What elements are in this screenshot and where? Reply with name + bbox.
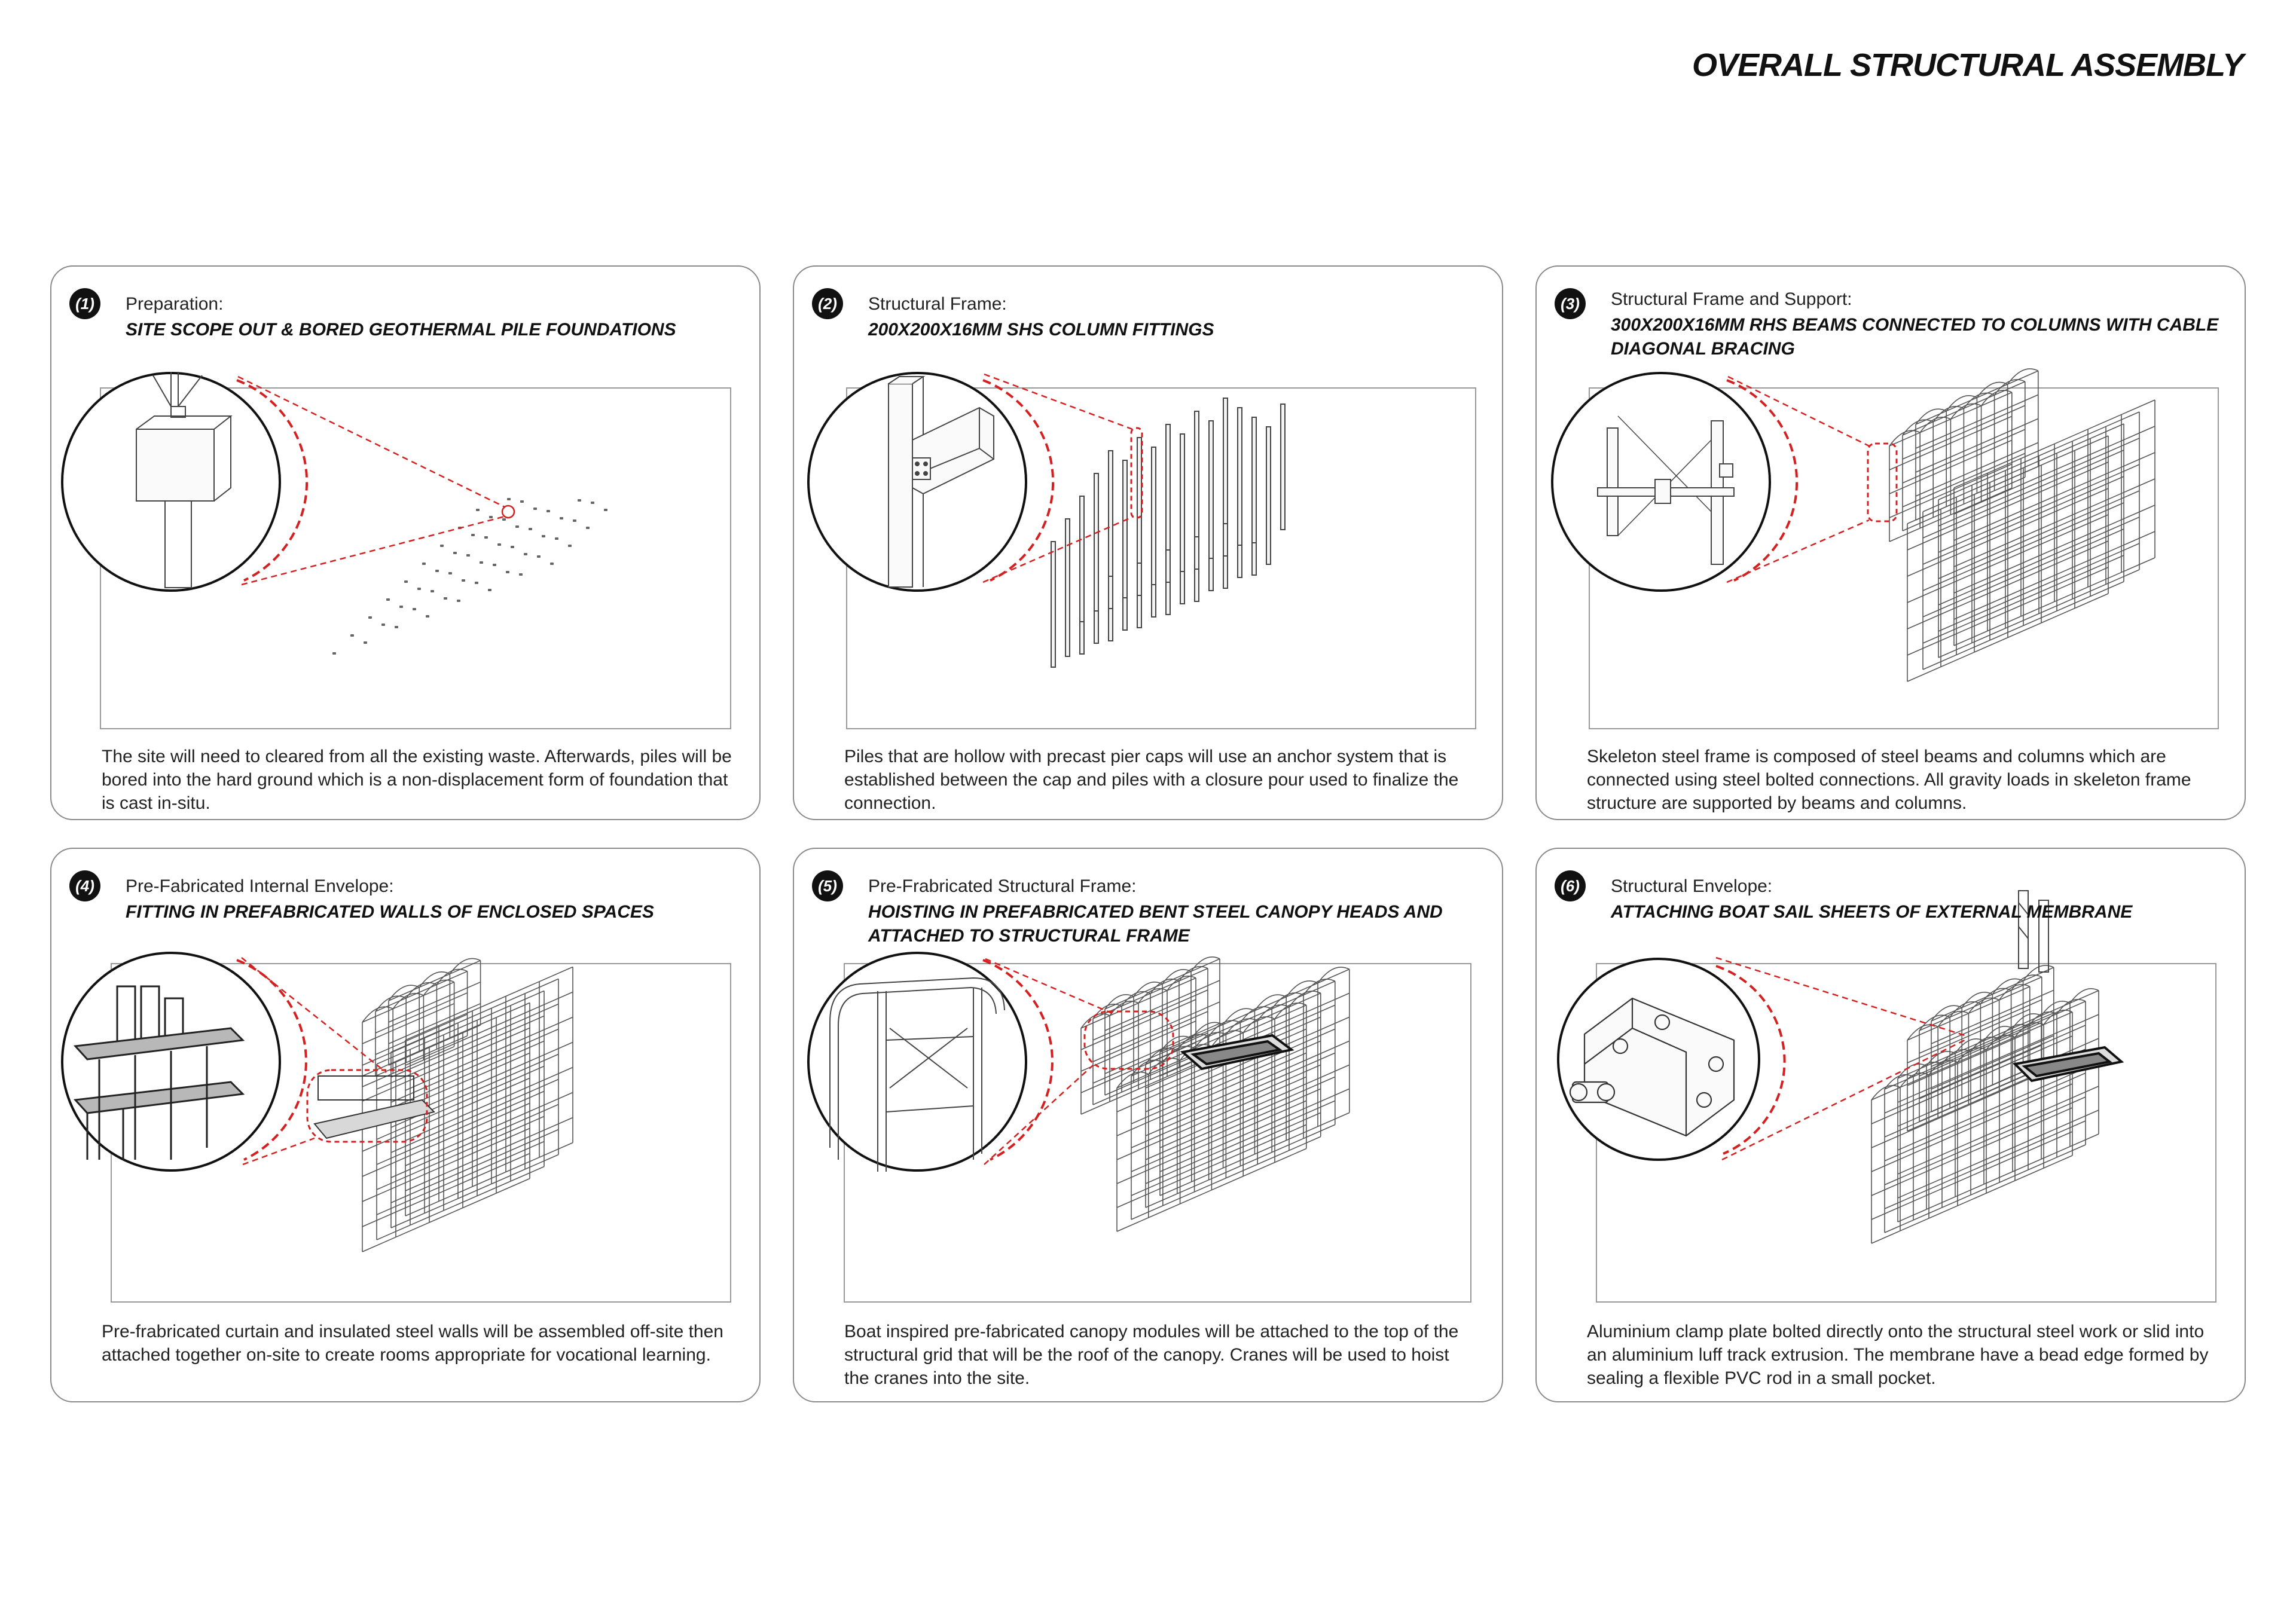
pile	[493, 564, 496, 566]
frame-beam	[405, 1068, 573, 1141]
frame-beam	[377, 991, 544, 1065]
panel-2	[793, 265, 1503, 820]
pile	[368, 616, 372, 619]
frame-beam	[1885, 1073, 2086, 1161]
column	[1266, 427, 1271, 564]
pile	[586, 527, 590, 529]
step-heading: HOISTING IN PREFABRICATED BENT STEEL CANOPY HEADS AND ATTACHED TO STRUCTURAL FRAME	[868, 902, 1443, 946]
pile	[529, 528, 532, 530]
step-description: Aluminium clamp plate bolted directly onto the structural steel work or slid into an aluminium luff track extrusion. The membrane have a bead edge formed by sealing a flexible PVC rod in a small pocket.	[1587, 1322, 2209, 1388]
panel-3	[1535, 265, 2246, 820]
step-description: Pre-frabricated curtain and insulated steel walls will be assembled off-site then attached together on-site to create rooms appropriate for vocational learning.	[102, 1322, 723, 1365]
pile	[422, 563, 426, 565]
frame-beam	[391, 1155, 558, 1228]
pile	[578, 499, 581, 502]
callout-target	[1868, 444, 1897, 521]
column	[1252, 417, 1256, 543]
step-number: (2)	[812, 288, 843, 319]
pile	[484, 536, 488, 539]
frame-beam	[405, 992, 573, 1066]
pile	[399, 606, 403, 608]
pile	[568, 545, 572, 547]
pile	[488, 589, 491, 591]
pile	[533, 508, 537, 510]
step-heading: FITTING IN PREFABRICATED WALLS OF ENCLOSED SPACES	[126, 902, 654, 922]
pile	[537, 555, 541, 558]
pile	[489, 516, 493, 518]
pile	[573, 519, 576, 522]
frame-beam	[377, 1142, 544, 1215]
frame-beam	[362, 1003, 530, 1077]
skeleton-frame	[362, 958, 573, 1252]
step-description: The site will need to cleared from all the existing waste. Afterwards, piles will be bored into the hard ground which is a non-displacement form of foundation that is cast in-situ.	[102, 747, 732, 813]
frame-beam	[377, 1041, 544, 1115]
pile	[457, 600, 460, 602]
detail-lens	[808, 953, 1026, 1170]
frame-beam	[1871, 1108, 2072, 1196]
frame-beam	[375, 1014, 468, 1055]
pile	[591, 502, 594, 504]
pile	[511, 546, 514, 548]
frame-beam	[377, 1117, 544, 1190]
step-heading: 200X200X16MM SHS COLUMN FITTINGS	[868, 320, 1214, 340]
column	[1065, 519, 1070, 656]
pile	[453, 552, 457, 554]
column	[1281, 404, 1285, 530]
column	[1166, 424, 1170, 550]
pile	[480, 561, 483, 564]
frame-beam	[377, 1092, 544, 1165]
step-heading: 300X200X16MM RHS BEAMS CONNECTED TO COLUMNS WITH CABLE DIAGONAL BRACING	[1611, 315, 2219, 359]
pile	[475, 582, 478, 584]
pile	[507, 498, 511, 500]
step-number: (5)	[812, 870, 843, 901]
diagram-2	[794, 267, 1504, 821]
panel-5	[793, 848, 1503, 1402]
panel-1	[50, 265, 761, 820]
pile	[417, 588, 421, 590]
step-description: Boat inspired pre-fabricated canopy modules will be attached to the top of the structural grid that will be the roof of the canopy. Cranes will be used to hoist the cranes into the site.	[844, 1322, 1459, 1388]
frame-beam	[377, 1167, 544, 1240]
pile	[440, 545, 444, 547]
step-number: (6)	[1555, 870, 1586, 901]
pile	[426, 615, 429, 618]
pile	[604, 509, 607, 511]
phase-label: Structural Frame:	[868, 294, 1007, 314]
step-heading: ATTACHING BOAT SAIL SHEETS OF EXTERNAL MEMBRANE	[1611, 902, 2133, 922]
frame-beam	[1871, 1132, 2072, 1219]
frame-beam	[389, 961, 481, 1001]
pile	[524, 553, 527, 555]
frame-beam	[362, 1129, 530, 1202]
column	[1223, 398, 1228, 524]
pile	[350, 634, 354, 637]
panel-6	[1535, 848, 2246, 1402]
membrane-envelope	[1871, 965, 2099, 1243]
frame-beam	[377, 1066, 544, 1140]
column	[1051, 542, 1055, 667]
pile	[506, 571, 509, 573]
column	[1238, 408, 1242, 545]
pile	[444, 597, 447, 600]
pile	[381, 623, 385, 626]
step-number: (4)	[69, 870, 100, 901]
pile	[404, 580, 408, 583]
frame-beam	[405, 1017, 573, 1091]
pile	[560, 517, 563, 519]
pile	[555, 537, 558, 540]
frame-beam	[362, 1025, 454, 1065]
pile	[519, 573, 523, 576]
skeleton-frame	[1889, 369, 2155, 681]
column	[1080, 496, 1084, 622]
frame-beam	[362, 1179, 530, 1252]
frame-beam	[405, 1118, 573, 1191]
pile	[430, 590, 434, 592]
pile	[502, 518, 506, 521]
column-grid	[1051, 398, 1285, 667]
pile	[462, 579, 465, 582]
pile-grid	[332, 498, 607, 655]
callout-leader	[242, 516, 505, 585]
column	[1094, 473, 1098, 611]
step-description: Skeleton steel frame is composed of steel beams and columns which are connected using steel bolted connections. All gravity loads in skeleton frame structure are supported by beams and columns.	[1587, 747, 2191, 813]
pile	[550, 563, 554, 565]
frame-beam	[405, 1043, 573, 1116]
pile	[515, 525, 519, 528]
phase-label: Pre-Frabricated Structural Frame:	[868, 876, 1137, 896]
frame-beam	[391, 1130, 558, 1203]
pile	[520, 500, 524, 503]
pile	[546, 510, 550, 512]
frame-beam	[1885, 1097, 2086, 1185]
page-title: OVERALL STRUCTURAL ASSEMBLY	[1692, 47, 2243, 83]
column	[1195, 411, 1199, 537]
column	[1152, 447, 1156, 585]
frame-beam	[405, 1093, 573, 1166]
phase-label: Preparation:	[126, 294, 224, 314]
frame-beam	[1885, 1145, 2086, 1233]
frame-beam	[1871, 1156, 2072, 1243]
column	[1137, 438, 1141, 563]
pile	[435, 570, 439, 572]
frame-beam	[362, 1028, 530, 1102]
pile	[471, 534, 475, 536]
pile	[386, 598, 390, 601]
frame-beam	[362, 982, 454, 1022]
frame-beam	[391, 1029, 558, 1103]
phase-label: Structural Envelope:	[1611, 876, 1773, 896]
pile	[395, 626, 398, 628]
diagram-1	[51, 267, 762, 821]
column	[1180, 434, 1184, 571]
column	[1123, 460, 1127, 598]
frame-beam	[389, 1004, 481, 1044]
column	[1209, 421, 1213, 558]
frame-beam	[389, 1025, 481, 1065]
frame-beam	[375, 971, 468, 1011]
pile	[448, 572, 452, 574]
pile	[364, 641, 367, 644]
frame-beam	[1885, 1121, 2086, 1209]
panel-4	[50, 848, 761, 1402]
step-number: (1)	[69, 288, 100, 319]
frame-beam	[405, 1143, 573, 1217]
step-heading: SITE SCOPE OUT & BORED GEOTHERMAL PILE FOUNDATIONS	[126, 320, 676, 340]
pile	[413, 608, 416, 610]
pile	[332, 652, 336, 655]
callout-target	[502, 506, 514, 518]
phase-label: Structural Frame and Support:	[1611, 289, 1852, 309]
canopy-frame	[1081, 957, 1349, 1231]
phase-label: Pre-Fabricated Internal Envelope:	[126, 876, 394, 896]
frame-beam	[362, 1154, 530, 1227]
pile	[476, 509, 480, 511]
pile	[466, 554, 470, 557]
pile	[497, 543, 501, 546]
step-number: (3)	[1555, 288, 1586, 319]
step-description: Piles that are hollow with precast pier caps will use an anchor system that is established between the cap and piles with a closure pour used to finalize the connection.	[844, 747, 1459, 813]
column	[1109, 451, 1113, 576]
pile	[542, 535, 545, 537]
